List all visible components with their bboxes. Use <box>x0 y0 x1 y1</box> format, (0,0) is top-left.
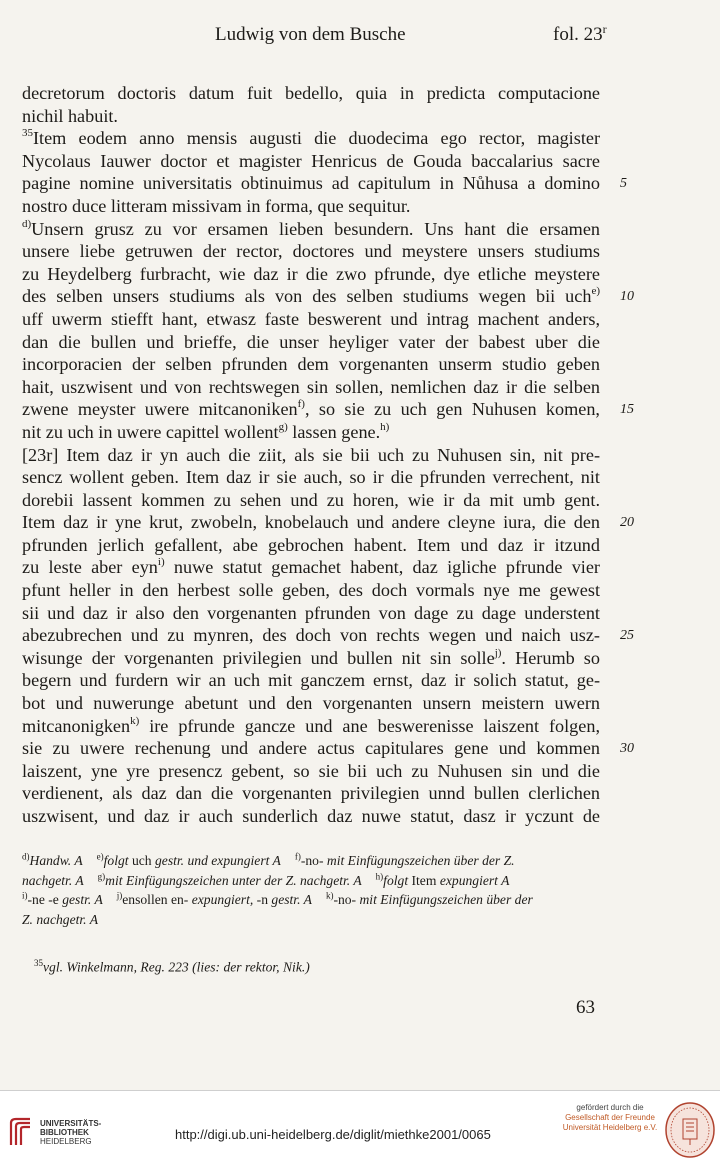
variant-reading: -no- <box>300 853 327 868</box>
text-segment: sie zu uwere rechenung und andere actus capitulares gene und kommen <box>22 738 600 759</box>
text-segment: zu leste aber eyn <box>22 557 158 578</box>
running-head <box>0 24 720 50</box>
text-segment: pfunt heller in den herbest solle geben, des doch vormals nye me gewest <box>22 580 600 601</box>
text-segment: sii und daz ir also den vorgenanten pfrunden von dage zu dage understent <box>22 602 600 623</box>
critical-apparatus <box>22 851 602 929</box>
text-segment: zu Heydelberg furbracht, wie daz ir die zwo pfrunde, dye etliche meystere <box>22 263 600 284</box>
university-library-name[interactable]: UNIVERSITÄTS- BIBLIOTHEK HEIDELBERG <box>40 1119 102 1146</box>
text-line <box>22 285 634 308</box>
text-line <box>22 353 600 376</box>
text-line <box>22 444 600 467</box>
editorial-remark: gestr. und expungiert A <box>155 853 281 868</box>
editorial-remark: folgt <box>383 872 409 888</box>
editorial-remark: gestr. A <box>271 892 312 907</box>
text-segment: hait, uszwisent und von rechtswegen sin sollen, nemlichen daz ir die selben <box>22 376 600 397</box>
text-segment: mitcanonigken <box>22 715 131 736</box>
editorial-remark: expungiert A <box>439 872 510 888</box>
text-segment: decretorum doctoris datum fuit bedello, quia in predicta computacione <box>22 83 600 103</box>
note-marker: j) <box>116 890 123 901</box>
text-segment: uszwisent, und daz ir auch sunderlich daz nuwe statut, dasz ir yczunt de <box>22 806 600 826</box>
line-number: 15 <box>620 402 634 418</box>
note-marker: e) <box>591 285 600 298</box>
text-line <box>22 376 600 399</box>
apparatus-line <box>22 851 602 871</box>
text-line <box>22 82 600 105</box>
text-segment: . Herumb so <box>501 647 600 668</box>
variant-reading: -ne -e <box>27 892 63 907</box>
variant-reading: -no- <box>333 892 360 907</box>
text-segment: des selben unsers studiums als von des selben studiums wegen bii uch <box>22 286 592 307</box>
apparatus-line <box>22 910 602 930</box>
line-number: 25 <box>620 628 634 644</box>
editorial-remark: mit Einfügungszeichen über der Z. <box>326 853 515 868</box>
running-title: Ludwig von dem Busche <box>215 24 406 45</box>
text-line <box>22 511 634 534</box>
university-seal-icon <box>664 1101 716 1159</box>
variant-reading: ensollen en- <box>122 892 192 907</box>
note-marker: f) <box>297 398 305 411</box>
editorial-remark: Handw. A <box>29 853 83 868</box>
editorial-remark: mit Einfügungszeichen über der <box>359 892 533 907</box>
text-line <box>22 218 600 241</box>
text-line <box>22 737 634 760</box>
text-segment: uff uwerm stiefft hant, etwasz faste beswerent und intrag machent anders, <box>22 308 600 329</box>
text-segment: laiszent, yne yre presencz gebent, so sie bii uch zu Nuhusen sin und die <box>22 760 600 781</box>
line-number: 10 <box>620 289 634 305</box>
text-line <box>22 624 634 647</box>
text-segment: unsere liebe getruwen der rector, doctores und meystere unsers studiums <box>22 241 600 262</box>
text-segment: nichil habuit. <box>22 105 118 126</box>
note-marker: h) <box>375 870 384 881</box>
editorial-remark: gestr. A <box>62 892 103 907</box>
line-number: 5 <box>620 176 627 192</box>
note-marker: d) <box>22 217 32 230</box>
text-line <box>22 489 600 512</box>
text-line <box>22 195 600 218</box>
note-marker: h) <box>380 420 390 433</box>
note-marker: k) <box>130 714 140 727</box>
text-segment: , so sie zu uch gen Nuhusen komen, <box>304 399 600 420</box>
text-line <box>22 421 600 444</box>
text-segment: sencz wollent geben. Item daz ir sie auch, so ir die pfrunden verrechent, nit <box>22 467 600 488</box>
text-segment: nostro duce litteram missivam in forma, que sequitur. <box>22 195 411 216</box>
text-line <box>22 692 600 715</box>
text-line <box>22 647 600 670</box>
text-segment: pfrunden jerlich gefallent, abe gebrochen habent. Item und daz ir itzund <box>22 534 600 555</box>
note-marker: i) <box>22 890 28 901</box>
text-segment: pagine nomine universitatis obtinuimus ad capitulum in Nůhusa a domino <box>22 173 600 194</box>
text-line <box>22 602 600 625</box>
apparatus-line <box>22 890 602 910</box>
note-marker: 35 <box>22 127 33 140</box>
editorial-remark: Z. nachgetr. A <box>22 911 99 927</box>
text-segment: Item daz ir yne krut, zwobeln, knobelauch und andere cleyne iura, die den <box>22 512 600 533</box>
permalink-url[interactable]: http://digi.ub.uni-heidelberg.de/diglit/miethke2001/0065 <box>175 1127 491 1142</box>
text-line <box>22 308 600 331</box>
text-line <box>22 240 600 263</box>
text-segment: bot und nuwerunge abetunt und den vorgenanten unsern meistern uwern <box>22 693 600 714</box>
apparatus-line <box>22 871 602 891</box>
text-segment: Nycolaus Iauwer doctor et magister Henricus de Gouda baccalarius sacre <box>22 150 600 171</box>
editorial-remark: nachgetr. A <box>22 872 84 888</box>
text-line <box>22 534 600 557</box>
viewer-footer <box>0 1090 720 1170</box>
text-line <box>22 105 600 128</box>
text-segment: wisunge der vorgenanten privilegien und bullen nit sin solle <box>22 647 495 668</box>
text-line <box>22 669 600 692</box>
text-segment: dorebii lassent kommen zu sehen und zu horen, wie ir da mit umb gent. <box>22 489 600 510</box>
line-number: 30 <box>620 741 634 757</box>
text-segment: verdienent, als daz dan die vorgenanten privilegien unnd bullen clerlichen <box>22 783 600 804</box>
text-line <box>22 172 627 195</box>
note-marker: g) <box>97 870 106 881</box>
page-number: 63 <box>576 997 595 1018</box>
text-segment: Item eodem anno mensis augusti die duodecima ego rector, magister <box>33 128 600 149</box>
university-library-logo-icon[interactable] <box>8 1117 34 1147</box>
note-marker: i) <box>157 556 165 569</box>
text-line <box>22 556 600 579</box>
note-marker: j) <box>494 646 502 659</box>
commentary-note: $^{35}$vgl. Winkelmann, Reg. 223 (lies: der rektor, Nik.) <box>34 958 310 975</box>
text-segment: [23r] Item daz ir yn auch die ziit, als sie bii uch zu Nuhusen sin, nit pre- <box>22 444 600 465</box>
editorial-remark: mit Einfügungszeichen unter der Z. nachgetr. A <box>105 872 362 888</box>
text-line <box>22 263 600 286</box>
text-segment: zwene meyster uwere mitcanoniken <box>22 399 298 420</box>
text-line <box>22 150 600 173</box>
variant-reading: uch <box>128 853 155 868</box>
note-marker: k) <box>325 890 334 901</box>
editorial-remark: expungiert, <box>191 892 254 907</box>
text-line <box>22 782 600 805</box>
variant-reading: -n <box>253 892 272 907</box>
text-line <box>22 579 600 602</box>
note-marker: e) <box>96 851 104 862</box>
text-segment: abezubrechen und zu mynren, des doch von rechts wegen und naich usz- <box>22 625 600 646</box>
sponsor-credit[interactable]: gefördert durch die Gesellschaft der Freunde Universität Heidelberg e.V. <box>562 1103 658 1132</box>
folio-label: fol. 23$^r$ <box>553 22 607 45</box>
line-number: 20 <box>620 515 634 531</box>
text-segment: begern und furdern wir an uch mit ganczem ernst, daz ir solich statut, ge- <box>22 670 600 691</box>
text-line <box>22 331 600 354</box>
text-line <box>22 715 600 738</box>
text-segment: Unsern grusz zu vor ersamen lieben besundern. Uns hant die ersamen <box>31 218 600 239</box>
text-line <box>22 805 600 828</box>
text-line <box>22 466 600 489</box>
text-line <box>22 760 600 783</box>
text-segment: nit zu uch in uwere capittel wollent <box>22 421 279 442</box>
main-text <box>22 82 634 828</box>
text-line <box>22 398 634 421</box>
note-marker: f) <box>294 851 301 862</box>
text-segment: nuwe statut gemachet habent, daz igliche pfrunde vier <box>164 557 600 578</box>
note-marker: d) <box>22 851 30 862</box>
editorial-remark: folgt <box>103 853 129 868</box>
text-segment: incorporacien der selben pfrunden dem vorgenanten unserm studio geben <box>22 354 600 375</box>
variant-reading: Item <box>408 872 440 888</box>
text-segment: dan die bullen und brieffe, die unser heyliger vater der babest uber die <box>22 331 600 352</box>
text-segment: lassen gene. <box>287 421 381 442</box>
text-line <box>22 127 600 150</box>
note-marker: g) <box>278 420 288 433</box>
text-segment: ire pfrunde gancze und ane beswerenisse laiszent folgen, <box>139 715 600 736</box>
